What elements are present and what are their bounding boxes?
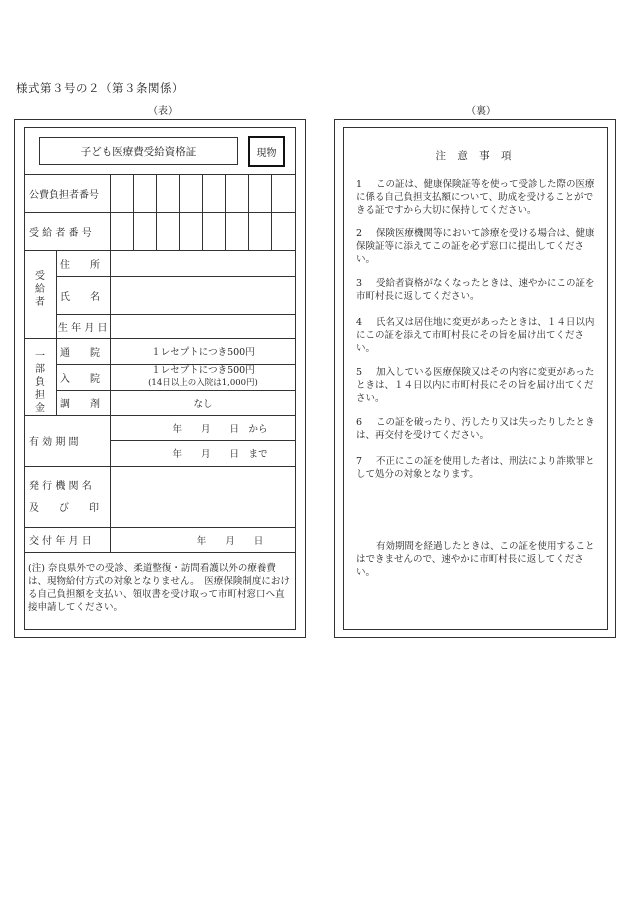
issue-date-value: 年 月 日 — [196, 535, 264, 547]
address-label: 住 所 — [60, 259, 100, 271]
validity-to: 年 月 日 まで — [172, 449, 268, 460]
note-item — [356, 316, 598, 355]
validity-label: 有 効 期 間 — [29, 437, 79, 448]
inpatient-value: １レセプトにつき500円 — [151, 365, 255, 376]
note-text: この証は、健康保険証等を使って受診した際の医療に係る自己負担支払額について、助成を受けることができる証ですから大切に保持してください。 — [356, 179, 595, 216]
note-text: この証を破ったり、汚したり又は失ったりしたときは、再交付を受けてください。 — [356, 417, 595, 441]
card-title: 子ども医療費受給資格証 — [39, 137, 238, 165]
issuer-label-1: 発 行 機 関 名 — [29, 480, 92, 492]
note-text: 保険医療機関等において診療を受ける場合は、健康保険証等に添えてこの証を必ず窓口に提出してください。 — [356, 228, 595, 265]
jukyusha-group-label: 受給者 — [35, 271, 45, 308]
note-item — [356, 416, 598, 442]
note-item — [356, 366, 598, 405]
inpatient-note: (14日以上の入院は1,000円) — [148, 378, 258, 388]
genbutsu-stamp: 現物 — [248, 136, 285, 167]
front-side-label: （表） — [148, 106, 178, 117]
note-number: 5 — [356, 367, 363, 378]
dispensing-label: 調 剤 — [60, 399, 100, 410]
notes-footer: 有効期間を経過したときは、この証を使用することはできませんので、速やかに市町村長に返してください。 — [356, 541, 595, 578]
birthdate-label: 生 年 月 日 — [58, 322, 108, 334]
outpatient-value: １レセプトにつき500円 — [151, 347, 255, 358]
name-label: 氏 名 — [60, 291, 100, 303]
note-item — [356, 178, 598, 217]
note-text: 不正にこの証を使用した者は、刑法により詐欺罪として処分の対象となります。 — [356, 456, 595, 480]
kohi-number-label: 公費負担者番号 — [29, 189, 99, 201]
note-text: 氏名又は居住地に変更があったときは、１４日以内にこの証を添えて市町村長にその旨を届け出てください。 — [356, 317, 595, 354]
note-item — [356, 455, 598, 481]
notes-title: 注 意 事 項 — [435, 150, 516, 162]
back-side-label: （裏） — [466, 106, 496, 117]
jukyusha-number-label: 受 給 者 番 号 — [29, 227, 92, 239]
inpatient-cell — [110, 364, 296, 390]
note-item — [356, 277, 598, 303]
note-number: 1 — [356, 179, 363, 190]
note-number: 2 — [356, 228, 363, 239]
outpatient-label: 通 院 — [60, 347, 100, 359]
note-text: 加入している医療保険又はその内容に変更があったときは、１４日以内に市町村長にその旨を届け出てください。 — [356, 367, 595, 404]
issuer-label-2: 及 び 印 — [29, 502, 99, 514]
copay-group-label: 一部負担金 — [35, 351, 45, 414]
issue-date-label: 交 付 年 月 日 — [29, 536, 92, 547]
note-number: 3 — [356, 278, 363, 289]
note-item — [356, 227, 598, 266]
note-text: 受給者資格がなくなったときは、速やかにこの証を市町村長に返してください。 — [356, 278, 595, 302]
note-number: 6 — [356, 417, 363, 428]
validity-from: 年 月 日 から — [172, 423, 268, 435]
form-number-title: 様式第３号の２（第３条関係） — [16, 81, 184, 95]
note-number: 7 — [356, 456, 363, 467]
dispensing-value: なし — [193, 398, 213, 410]
inpatient-label: 入 院 — [60, 373, 100, 385]
front-footnote: (注) 奈良県外での受診、柔道整復・訪問看護以外の療養費は、現物給付方式の対象となりません。 医療保険制度における自己負担額を支払い、領収書を受け取って市町村窓口へ直接申請してください。 — [28, 563, 290, 613]
note-number: 4 — [356, 317, 363, 328]
